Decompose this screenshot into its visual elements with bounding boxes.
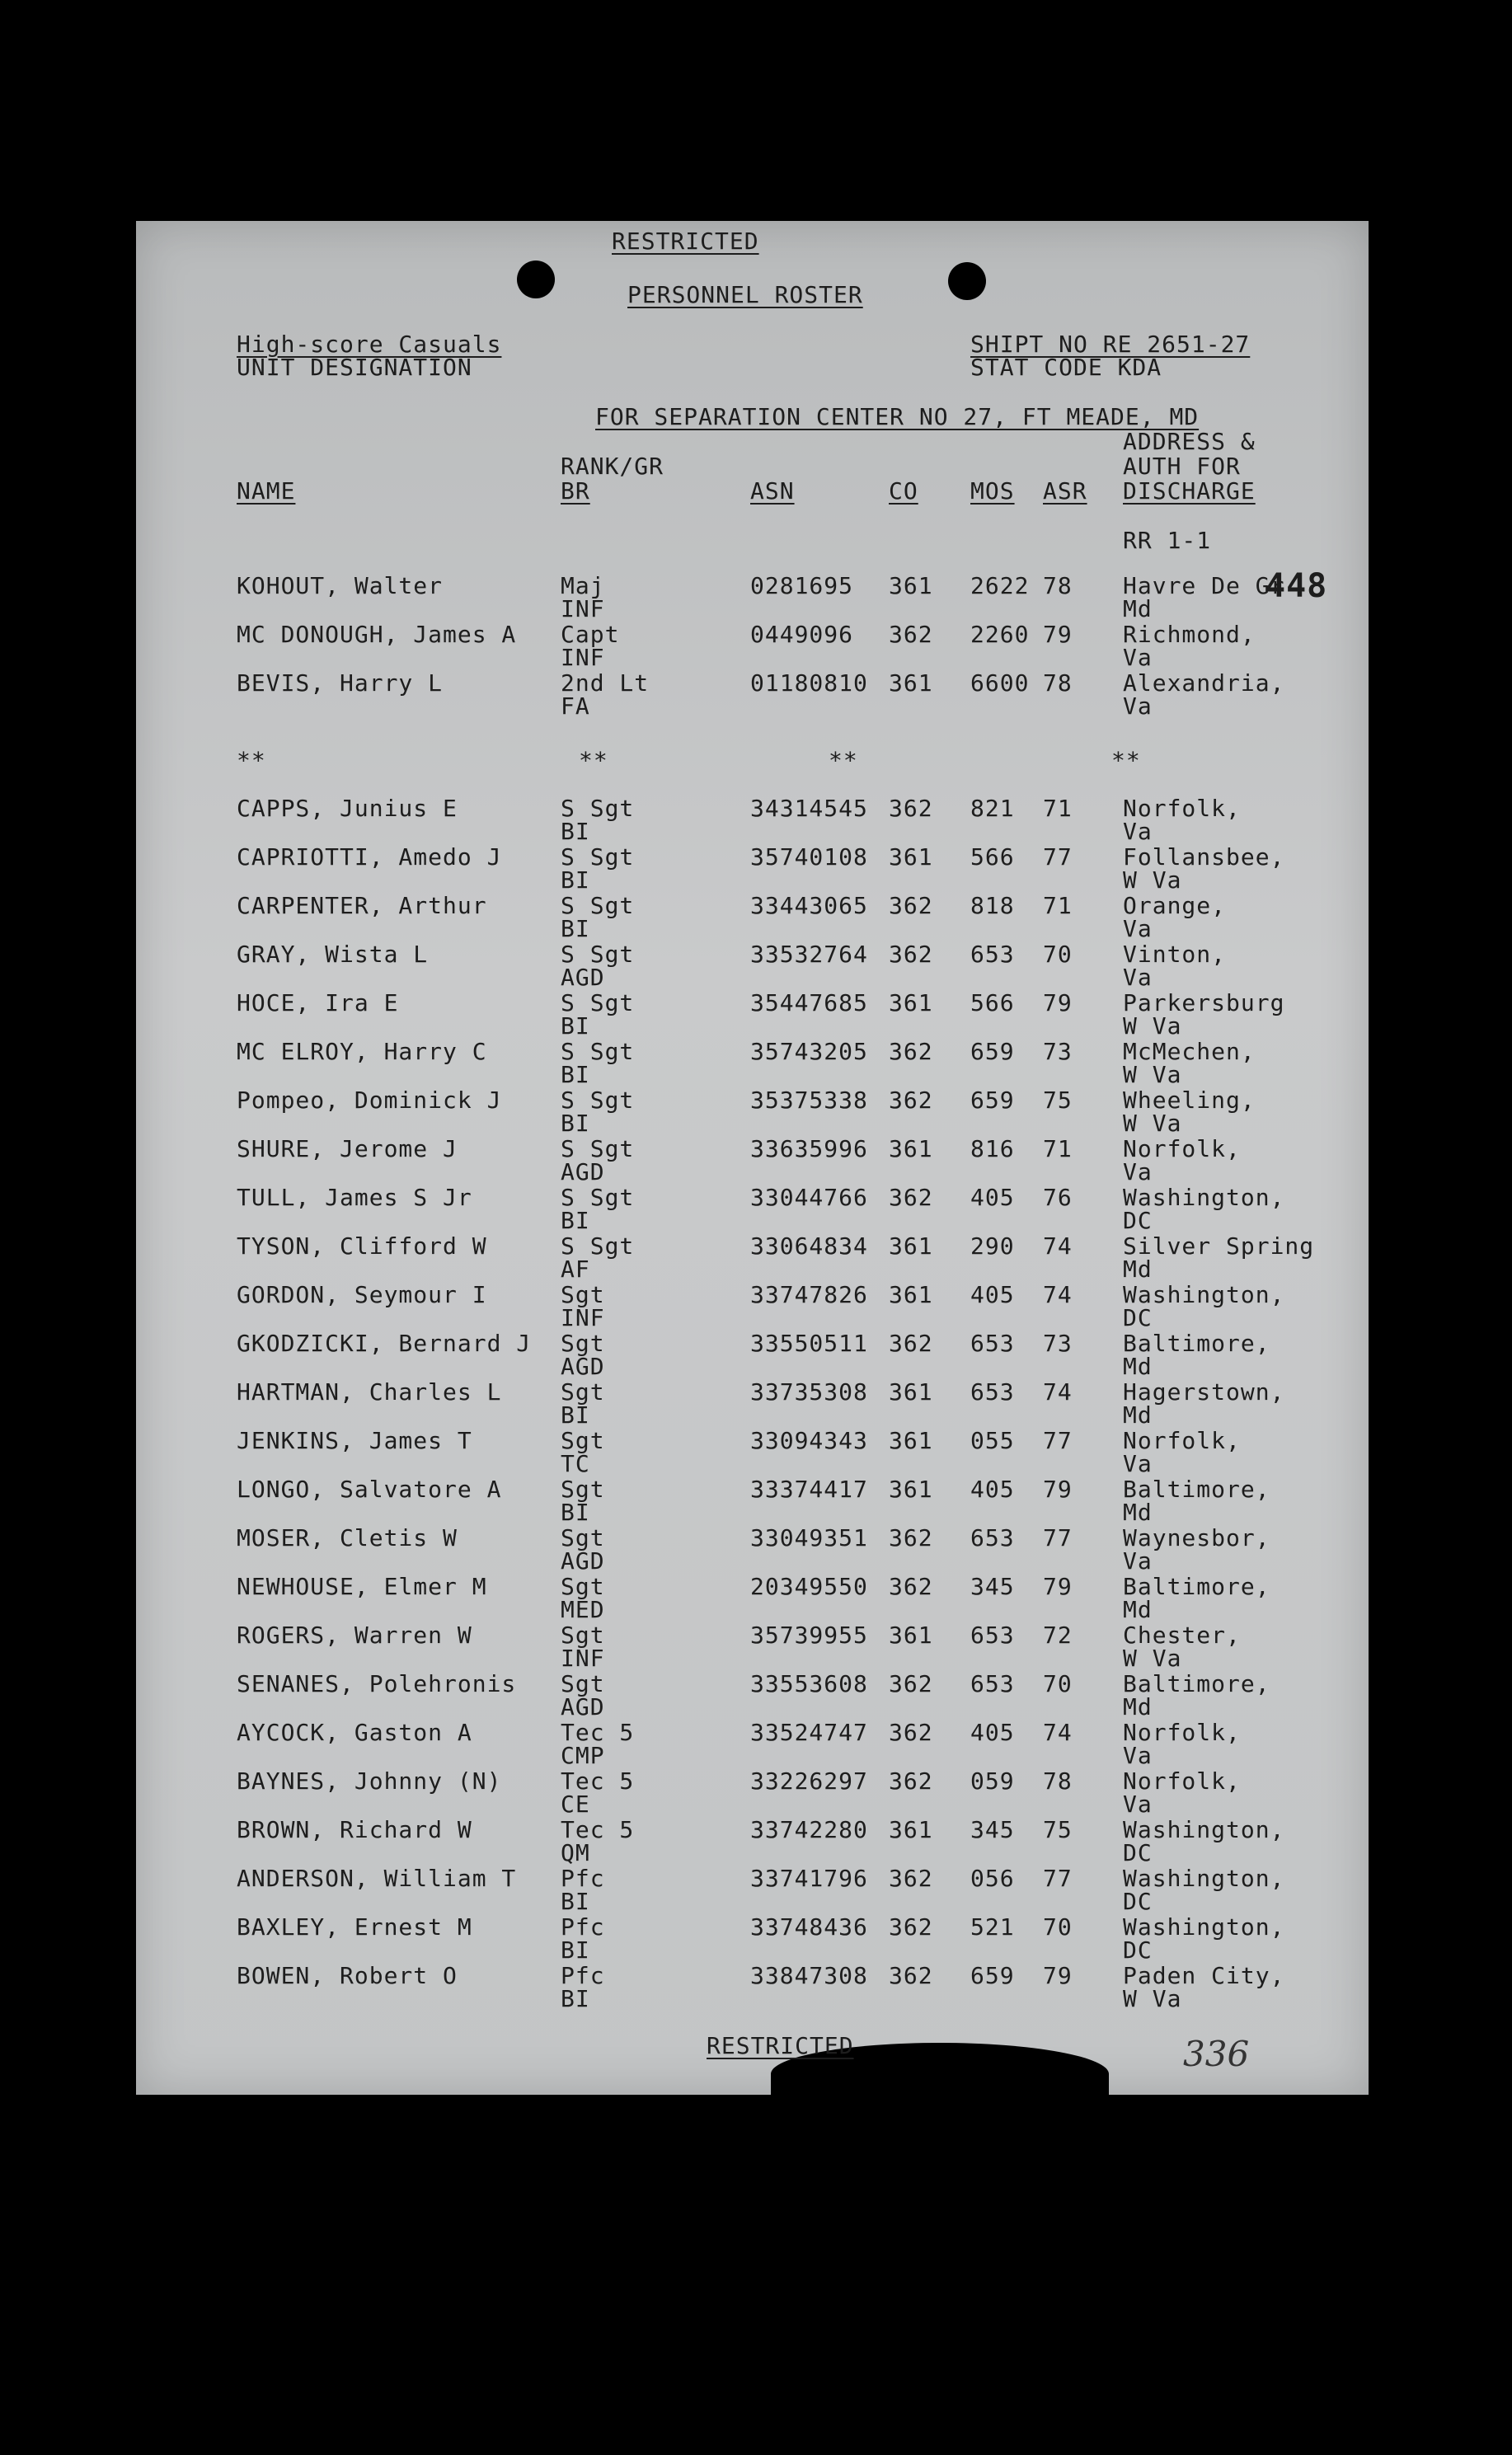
unit-name: High-score Casuals <box>237 331 502 358</box>
person-name: CAPPS, Junius E <box>237 795 458 822</box>
address-state: Va <box>1123 1742 1153 1769</box>
address-state: DC <box>1123 1839 1153 1866</box>
address-state: Md <box>1123 595 1153 622</box>
mos: 059 <box>970 1767 1015 1795</box>
asn: 33553608 <box>750 1670 868 1697</box>
asn: 01180810 <box>750 669 868 697</box>
col-address-3: DISCHARGE <box>1123 477 1256 505</box>
col-asn: ASN <box>750 477 795 505</box>
asn: 33374417 <box>750 1476 868 1503</box>
asn: 35375338 <box>750 1087 868 1114</box>
rank: S Sgt <box>561 941 635 968</box>
punch-hole-left <box>517 261 555 298</box>
address-city: Paden City, <box>1123 1962 1285 1989</box>
asr-score: 79 <box>1043 621 1073 648</box>
branch: AF <box>561 1256 590 1283</box>
rank: S Sgt <box>561 1135 635 1162</box>
mos: 566 <box>970 989 1015 1016</box>
roster-page <box>136 221 1369 2095</box>
address-city: Washington, <box>1123 1913 1285 1941</box>
stat-code: STAT CODE KDA <box>970 354 1162 381</box>
asn: 0449096 <box>750 621 854 648</box>
branch: BI <box>561 1110 590 1137</box>
punch-hole-right <box>948 262 986 300</box>
company: 362 <box>889 1184 933 1211</box>
asn: 33742280 <box>750 1816 868 1843</box>
col-address-2: AUTH FOR <box>1123 453 1241 480</box>
asr-score: 74 <box>1043 1232 1073 1260</box>
address-city: McMechen, <box>1123 1038 1256 1065</box>
address-city: Baltimore, <box>1123 1573 1270 1600</box>
address-state: Va <box>1123 964 1153 991</box>
rank: S Sgt <box>561 989 635 1016</box>
mos: 2260 <box>970 621 1030 648</box>
col-co: CO <box>889 477 918 505</box>
stamp-number: 448 <box>1265 567 1328 605</box>
branch: BI <box>561 1499 590 1526</box>
address-state: Va <box>1123 1450 1153 1477</box>
mos: 659 <box>970 1038 1015 1065</box>
address-city: Washington, <box>1123 1184 1285 1211</box>
address-state: Md <box>1123 1353 1153 1380</box>
mos: 056 <box>970 1865 1015 1892</box>
person-name: SHURE, Jerome J <box>237 1135 458 1162</box>
rank: S Sgt <box>561 1184 635 1211</box>
company: 361 <box>889 572 933 599</box>
rank: Sgt <box>561 1524 605 1551</box>
company: 362 <box>889 1330 933 1357</box>
person-name: LONGO, Salvatore A <box>237 1476 502 1503</box>
branch: CMP <box>561 1742 605 1769</box>
branch: BI <box>561 866 590 894</box>
mos: 405 <box>970 1184 1015 1211</box>
address-state: Va <box>1123 1791 1153 1818</box>
person-name: TULL, James S Jr <box>237 1184 472 1211</box>
asn: 33049351 <box>750 1524 868 1551</box>
rank: S Sgt <box>561 843 635 871</box>
mos: 405 <box>970 1281 1015 1308</box>
person-name: BEVIS, Harry L <box>237 669 444 697</box>
asn: 20349550 <box>750 1573 868 1600</box>
unit-label: UNIT DESIGNATION <box>237 354 472 381</box>
separator-rank: ** <box>579 747 608 774</box>
rank: Sgt <box>561 1378 605 1406</box>
asr-score: 78 <box>1043 572 1073 599</box>
company: 361 <box>889 1281 933 1308</box>
address-state: DC <box>1123 1207 1153 1234</box>
address-city: Orange, <box>1123 892 1227 919</box>
rank: Sgt <box>561 1670 605 1697</box>
asn: 0281695 <box>750 572 854 599</box>
address-state: DC <box>1123 1888 1153 1915</box>
address-city: Havre De Gr <box>1123 572 1285 599</box>
branch: QM <box>561 1839 590 1866</box>
address-city: Parkersburg <box>1123 989 1285 1016</box>
address-city: Washington, <box>1123 1865 1285 1892</box>
mos: 821 <box>970 795 1015 822</box>
asn: 35743205 <box>750 1038 868 1065</box>
address-city: Norfolk, <box>1123 1427 1241 1454</box>
mos: 405 <box>970 1476 1015 1503</box>
branch: BI <box>561 1061 590 1088</box>
company: 361 <box>889 1816 933 1843</box>
rank: Sgt <box>561 1476 605 1503</box>
address-city: Baltimore, <box>1123 1476 1270 1503</box>
branch: FA <box>561 692 590 720</box>
address-city: Washington, <box>1123 1281 1285 1308</box>
rank: S Sgt <box>561 795 635 822</box>
rank: Sgt <box>561 1622 605 1649</box>
asr-score: 78 <box>1043 669 1073 697</box>
branch: BI <box>561 915 590 942</box>
asr-score: 70 <box>1043 1670 1073 1697</box>
person-name: GORDON, Seymour I <box>237 1281 487 1308</box>
branch: BI <box>561 1012 590 1040</box>
mos: 653 <box>970 1330 1015 1357</box>
rank: Pfc <box>561 1913 605 1941</box>
mos: 345 <box>970 1573 1015 1600</box>
asn: 33443065 <box>750 892 868 919</box>
company: 361 <box>889 989 933 1016</box>
branch: AGD <box>561 1158 605 1185</box>
asr-score: 74 <box>1043 1719 1073 1746</box>
address-state: DC <box>1123 1936 1153 1964</box>
company: 362 <box>889 621 933 648</box>
company: 362 <box>889 892 933 919</box>
rank: Tec 5 <box>561 1767 635 1795</box>
person-name: ANDERSON, William T <box>237 1865 517 1892</box>
rank: Capt <box>561 621 620 648</box>
asn: 35447685 <box>750 989 868 1016</box>
branch: BI <box>561 1401 590 1429</box>
person-name: MC ELROY, Harry C <box>237 1038 487 1065</box>
rank: Tec 5 <box>561 1816 635 1843</box>
address-city: Chester, <box>1123 1622 1241 1649</box>
asn: 33094343 <box>750 1427 868 1454</box>
branch: BI <box>561 1207 590 1234</box>
address-state: Va <box>1123 1547 1153 1575</box>
asr-score: 72 <box>1043 1622 1073 1649</box>
branch: BI <box>561 1888 590 1915</box>
address-city: Baltimore, <box>1123 1330 1270 1357</box>
mos: 405 <box>970 1719 1015 1746</box>
company: 362 <box>889 1719 933 1746</box>
address-state: Md <box>1123 1693 1153 1720</box>
restricted-footer: RESTRICTED <box>707 2032 854 2059</box>
person-name: ROGERS, Warren W <box>237 1622 472 1649</box>
address-state: Md <box>1123 1596 1153 1623</box>
asn: 33226297 <box>750 1767 868 1795</box>
asn: 35739955 <box>750 1622 868 1649</box>
col-branch: BR <box>561 477 590 505</box>
address-city: Baltimore, <box>1123 1670 1270 1697</box>
person-name: MC DONOUGH, James A <box>237 621 517 648</box>
mos: 521 <box>970 1913 1015 1941</box>
mos: 345 <box>970 1816 1015 1843</box>
person-name: AYCOCK, Gaston A <box>237 1719 472 1746</box>
address-city: Vinton, <box>1123 941 1227 968</box>
company: 361 <box>889 1135 933 1162</box>
asn: 33524747 <box>750 1719 868 1746</box>
asr-score: 77 <box>1043 1865 1073 1892</box>
company: 362 <box>889 1573 933 1600</box>
rank: Pfc <box>561 1865 605 1892</box>
asr-score: 77 <box>1043 1427 1073 1454</box>
address-state: Md <box>1123 1401 1153 1429</box>
asn: 33550511 <box>750 1330 868 1357</box>
address-city: Richmond, <box>1123 621 1256 648</box>
separator-asn: ** <box>829 747 858 774</box>
person-name: TYSON, Clifford W <box>237 1232 487 1260</box>
address-state: W Va <box>1123 1985 1182 2012</box>
col-name: NAME <box>237 477 296 505</box>
rank: S Sgt <box>561 1232 635 1260</box>
mos: 6600 <box>970 669 1030 697</box>
address-city: Norfolk, <box>1123 1135 1241 1162</box>
col-address-1: ADDRESS & <box>1123 428 1256 455</box>
company: 362 <box>889 1767 933 1795</box>
branch: AGD <box>561 964 605 991</box>
mos: 653 <box>970 1622 1015 1649</box>
branch: INF <box>561 1304 605 1331</box>
asn: 33044766 <box>750 1184 868 1211</box>
person-name: CARPENTER, Arthur <box>237 892 487 919</box>
handwritten-page-number: 336 <box>1183 2034 1250 2074</box>
asn: 33635996 <box>750 1135 868 1162</box>
address-city: Follansbee, <box>1123 843 1285 871</box>
roster-title: PERSONNEL ROSTER <box>627 281 863 308</box>
person-name: HARTMAN, Charles L <box>237 1378 502 1406</box>
authority-reference: RR 1-1 <box>1123 527 1212 554</box>
mos: 290 <box>970 1232 1015 1260</box>
address-city: Wheeling, <box>1123 1087 1256 1114</box>
restricted-header: RESTRICTED <box>612 228 759 255</box>
address-state: Va <box>1123 1158 1153 1185</box>
company: 362 <box>889 1087 933 1114</box>
rank: Pfc <box>561 1962 605 1989</box>
mos: 2622 <box>970 572 1030 599</box>
mos: 659 <box>970 1962 1015 1989</box>
asr-score: 71 <box>1043 1135 1073 1162</box>
rank: S Sgt <box>561 1038 635 1065</box>
asr-score: 77 <box>1043 843 1073 871</box>
asn: 33735308 <box>750 1378 868 1406</box>
person-name: GKODZICKI, Bernard J <box>237 1330 532 1357</box>
company: 361 <box>889 1232 933 1260</box>
asr-score: 75 <box>1043 1816 1073 1843</box>
asr-score: 75 <box>1043 1087 1073 1114</box>
mos: 055 <box>970 1427 1015 1454</box>
address-city: Silver Spring <box>1123 1232 1315 1260</box>
person-name: BROWN, Richard W <box>237 1816 472 1843</box>
company: 361 <box>889 1427 933 1454</box>
branch: AGD <box>561 1693 605 1720</box>
mos: 653 <box>970 1670 1015 1697</box>
asn: 33748436 <box>750 1913 868 1941</box>
mos: 816 <box>970 1135 1015 1162</box>
asn: 35740108 <box>750 843 868 871</box>
person-name: GRAY, Wista L <box>237 941 429 968</box>
mos: 818 <box>970 892 1015 919</box>
address-state: Va <box>1123 692 1153 720</box>
address-city: Washington, <box>1123 1816 1285 1843</box>
asn: 33747826 <box>750 1281 868 1308</box>
asr-score: 79 <box>1043 1573 1073 1600</box>
person-name: BAYNES, Johnny (N) <box>237 1767 502 1795</box>
person-name: NEWHOUSE, Elmer M <box>237 1573 487 1600</box>
person-name: MOSER, Cletis W <box>237 1524 458 1551</box>
branch: INF <box>561 1645 605 1672</box>
asr-score: 71 <box>1043 892 1073 919</box>
rank: Sgt <box>561 1573 605 1600</box>
address-state: Md <box>1123 1499 1153 1526</box>
address-state: DC <box>1123 1304 1153 1331</box>
asn: 33532764 <box>750 941 868 968</box>
address-state: Va <box>1123 818 1153 845</box>
company: 362 <box>889 1038 933 1065</box>
company: 362 <box>889 1865 933 1892</box>
mos: 566 <box>970 843 1015 871</box>
person-name: Pompeo, Dominick J <box>237 1087 502 1114</box>
asr-score: 78 <box>1043 1767 1073 1795</box>
branch: INF <box>561 595 605 622</box>
asr-score: 77 <box>1043 1524 1073 1551</box>
company: 362 <box>889 1670 933 1697</box>
person-name: KOHOUT, Walter <box>237 572 444 599</box>
person-name: JENKINS, James T <box>237 1427 472 1454</box>
asr-score: 70 <box>1043 1913 1073 1941</box>
company: 362 <box>889 941 933 968</box>
destination: FOR SEPARATION CENTER NO 27, FT MEADE, MD <box>595 403 1200 430</box>
person-name: BOWEN, Robert O <box>237 1962 458 1989</box>
address-state: Va <box>1123 915 1153 942</box>
company: 362 <box>889 795 933 822</box>
rank: Sgt <box>561 1281 605 1308</box>
mos: 653 <box>970 941 1015 968</box>
company: 362 <box>889 1913 933 1941</box>
rank: 2nd Lt <box>561 669 650 697</box>
company: 362 <box>889 1524 933 1551</box>
branch: BI <box>561 1985 590 2012</box>
branch: INF <box>561 644 605 671</box>
col-asr: ASR <box>1043 477 1087 505</box>
person-name: BAXLEY, Ernest M <box>237 1913 472 1941</box>
shipment-number: SHIPT NO RE 2651-27 <box>970 331 1251 358</box>
branch: AGD <box>561 1353 605 1380</box>
asn: 34314545 <box>750 795 868 822</box>
rank: S Sgt <box>561 892 635 919</box>
address-state: Md <box>1123 1256 1153 1283</box>
mos: 653 <box>970 1524 1015 1551</box>
address-state: W Va <box>1123 1110 1182 1137</box>
col-rank: RANK/GR <box>561 453 664 480</box>
rank: Maj <box>561 572 605 599</box>
separator-name: ** <box>237 747 266 774</box>
company: 361 <box>889 1622 933 1649</box>
mos: 653 <box>970 1378 1015 1406</box>
asr-score: 76 <box>1043 1184 1073 1211</box>
rank: Sgt <box>561 1330 605 1357</box>
address-city: Waynesbor, <box>1123 1524 1270 1551</box>
address-state: W Va <box>1123 1061 1182 1088</box>
col-mos: MOS <box>970 477 1015 505</box>
company: 361 <box>889 1476 933 1503</box>
asr-score: 73 <box>1043 1038 1073 1065</box>
asn: 33847308 <box>750 1962 868 1989</box>
asn: 33064834 <box>750 1232 868 1260</box>
asn: 33741796 <box>750 1865 868 1892</box>
person-name: SENANES, Polehronis <box>237 1670 517 1697</box>
address-city: Norfolk, <box>1123 1767 1241 1795</box>
branch: CE <box>561 1791 590 1818</box>
address-state: W Va <box>1123 1012 1182 1040</box>
address-state: Va <box>1123 644 1153 671</box>
branch: AGD <box>561 1547 605 1575</box>
mos: 659 <box>970 1087 1015 1114</box>
company: 361 <box>889 1378 933 1406</box>
company: 362 <box>889 1962 933 1989</box>
asr-score: 71 <box>1043 795 1073 822</box>
address-state: W Va <box>1123 866 1182 894</box>
rank: Sgt <box>561 1427 605 1454</box>
person-name: CAPRIOTTI, Amedo J <box>237 843 502 871</box>
branch: TC <box>561 1450 590 1477</box>
address-city: Hagerstown, <box>1123 1378 1285 1406</box>
asr-score: 79 <box>1043 1476 1073 1503</box>
address-state: W Va <box>1123 1645 1182 1672</box>
branch: MED <box>561 1596 605 1623</box>
asr-score: 74 <box>1043 1281 1073 1308</box>
branch: BI <box>561 1936 590 1964</box>
asr-score: 74 <box>1043 1378 1073 1406</box>
address-city: Alexandria, <box>1123 669 1285 697</box>
address-city: Norfolk, <box>1123 1719 1241 1746</box>
branch: BI <box>561 818 590 845</box>
asr-score: 79 <box>1043 1962 1073 1989</box>
company: 361 <box>889 843 933 871</box>
separator-address: ** <box>1111 747 1141 774</box>
asr-score: 73 <box>1043 1330 1073 1357</box>
address-city: Norfolk, <box>1123 795 1241 822</box>
rank: Tec 5 <box>561 1719 635 1746</box>
rank: S Sgt <box>561 1087 635 1114</box>
company: 361 <box>889 669 933 697</box>
person-name: HOCE, Ira E <box>237 989 399 1016</box>
asr-score: 70 <box>1043 941 1073 968</box>
asr-score: 79 <box>1043 989 1073 1016</box>
